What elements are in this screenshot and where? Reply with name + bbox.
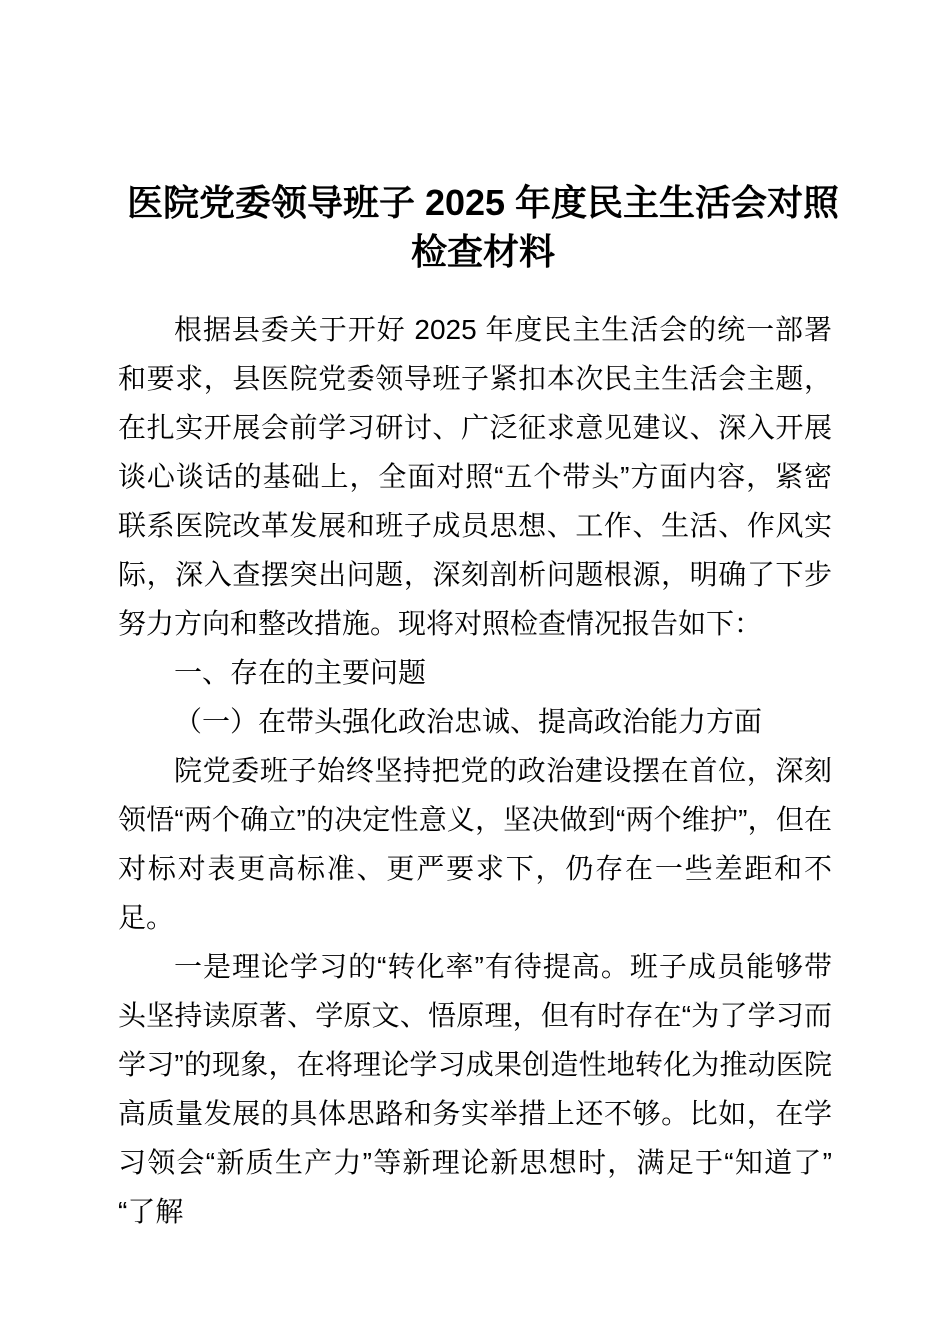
section-heading: 一、存在的主要问题 xyxy=(174,657,427,688)
intro-paragraph: 根据县委关于开好 2025 年度民主生活会的统一部署和要求，县医院党委领导班子紧扣本次民主生活会主题，在扎实开展会前学习研讨、广泛征求意见建议、深入开展谈心谈话的基础上，全面对照“五个带头”方面内容，紧密联系医院改革发展和班子成员思想、工作、生活、作风实际，深入查摆突出问题，深刻剖析问题根源，明确了下步努力方向和整改措施。现将对照检查情况报告如下： xyxy=(118,314,832,639)
body-paragraph: 院党委班子始终坚持把党的政治建设摆在首位，深刻领悟“两个确立”的决定性意义，坚决做到“两个维护”，但在对标对表更高标准、更严要求下，仍存在一些差距和不足。 xyxy=(118,755,832,933)
body-paragraph: 一是理论学习的“转化率”有待提高。班子成员能够带头坚持读原著、学原文、悟原理，但有时存在“为了学习而学习”的现象，在将理论学习成果创造性地转化为推动医院高质量发展的具体思路和务实举措上还不够。比如，在学习领会“新质生产力”等新理论新思想时，满足于“知道了”“了解 xyxy=(118,951,832,1227)
document-title: 医院党委领导班子 2025 年度民主生活会对照检查材料 xyxy=(126,182,840,272)
document-body xyxy=(118,305,832,1236)
subsection-heading: （一）在带头强化政治忠诚、提高政治能力方面 xyxy=(174,706,763,737)
